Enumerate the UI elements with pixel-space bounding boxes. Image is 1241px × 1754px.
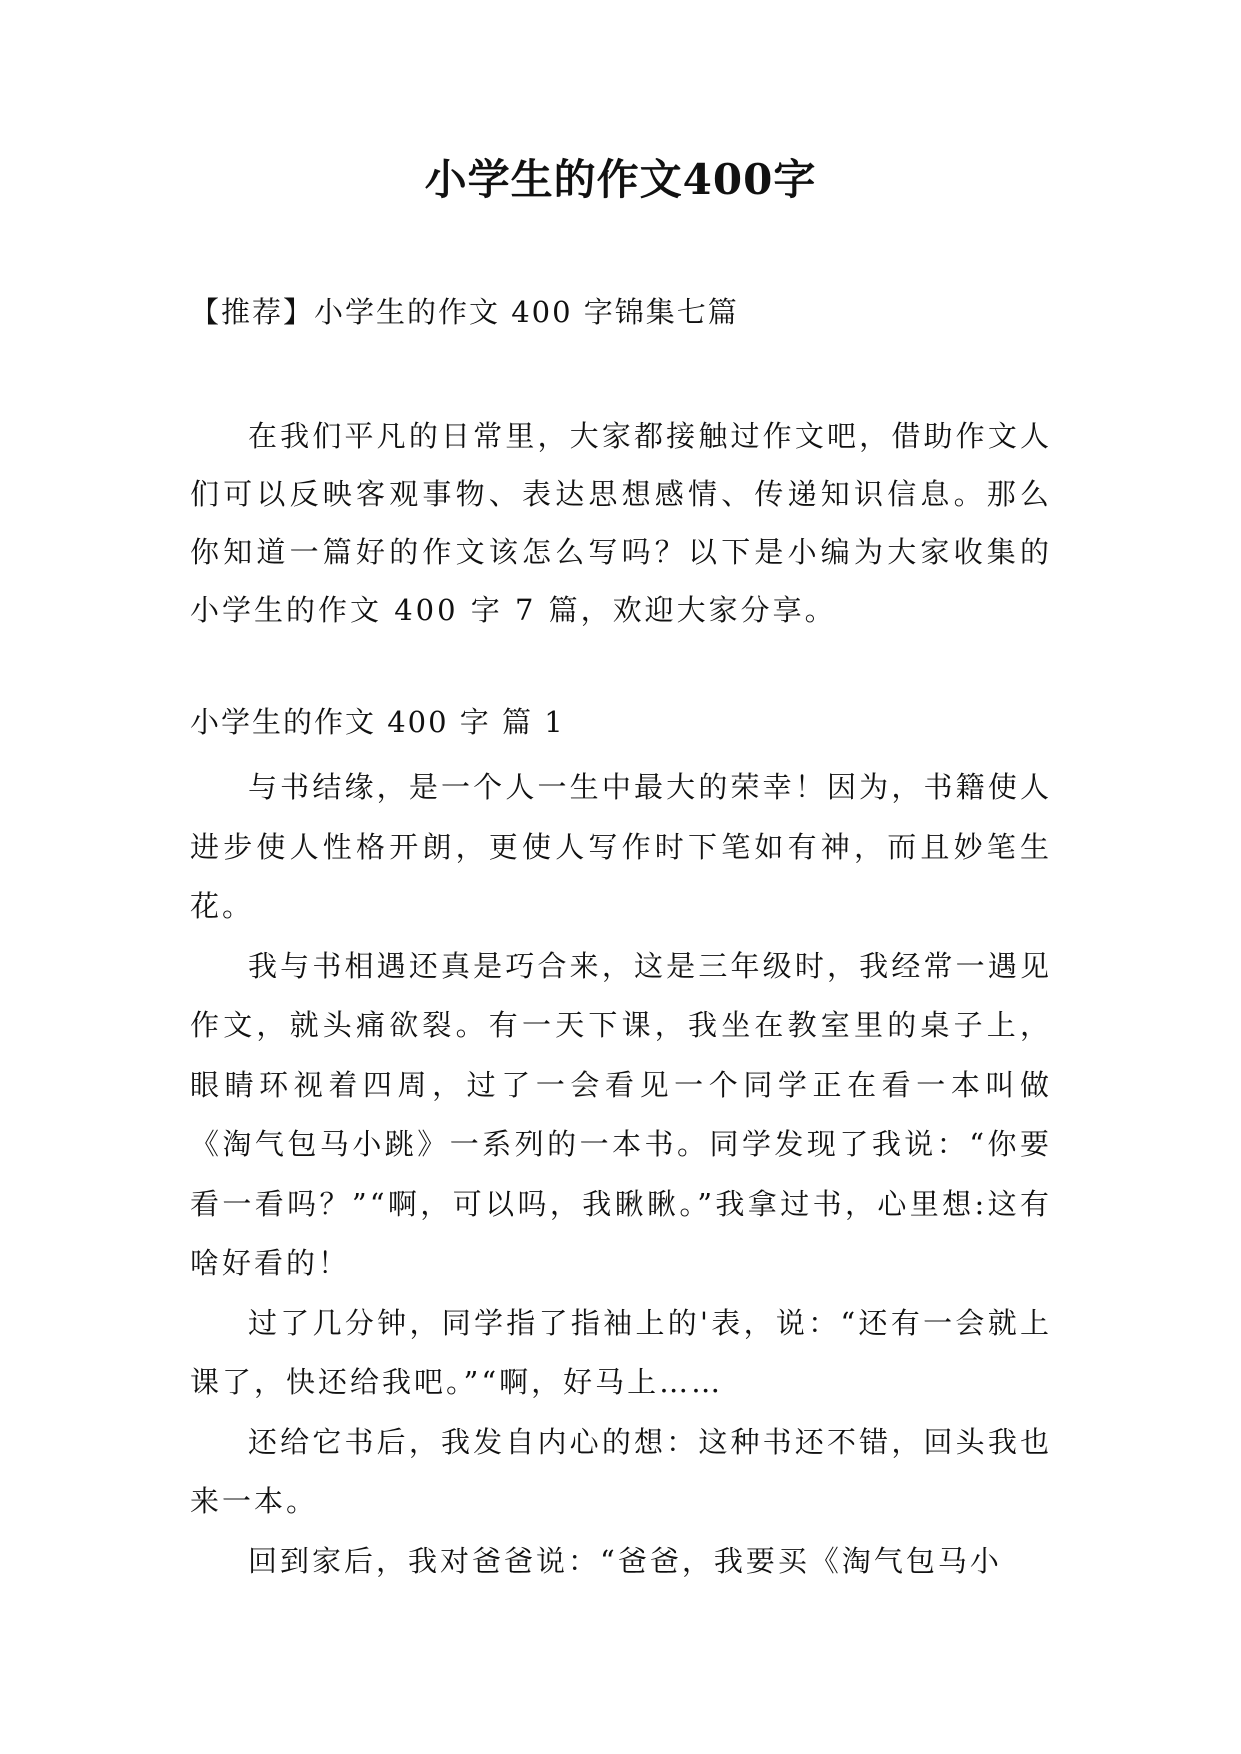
document-subtitle: 【推荐】小学生的作文 400 字锦集七篇	[190, 295, 739, 329]
essay-paragraph-4: 还给它书后，我发自内心的想：这种书还不错，回头我也来一本。	[190, 1424, 1052, 1518]
essay-paragraph-3: 过了几分钟，同学指了指袖上的'表，说：“还有一会就上课了，快还给我吧。”“啊，好马上……	[190, 1305, 1052, 1399]
intro-block	[190, 407, 1052, 639]
essay-paragraph-2: 我与书相遇还真是巧合来，这是三年级时，我经常一遇见作文，就头痛欲裂。有一天下课，我坐在教室里的桌子上，眼睛环视着四周，过了一会看见一个同学正在看一本叫做《淘气包马小跳》一系列的一本书。同学发现了我说：“你要看一看吗？”“啊，可以吗，我瞅瞅。”我拿过书，心里想:这有啥好看的！	[190, 948, 1052, 1280]
essay-paragraph-5: 回到家后，我对爸爸说：“爸爸，我要买《淘气包马小	[248, 1543, 1002, 1578]
essay-paragraph-1: 与书结缘，是一个人一生中最大的荣幸！因为，书籍使人进步使人性格开朗，更使人写作时下笔如有神，而且妙笔生花。	[190, 770, 1052, 923]
intro-paragraph: 在我们平凡的日常里，大家都接触过作文吧，借助作文人们可以反映客观事物、表达思想感情、传递知识信息。那么你知道一篇好的作文该怎么写吗？以下是小编为大家收集的小学生的作文 400 字 7 篇，欢迎大家分享。	[190, 419, 1052, 627]
section-heading: 小学生的作文 400 字 篇 1	[190, 705, 565, 739]
essay-body	[190, 758, 1052, 1591]
document-title: 小学生的作文400字	[424, 155, 817, 204]
